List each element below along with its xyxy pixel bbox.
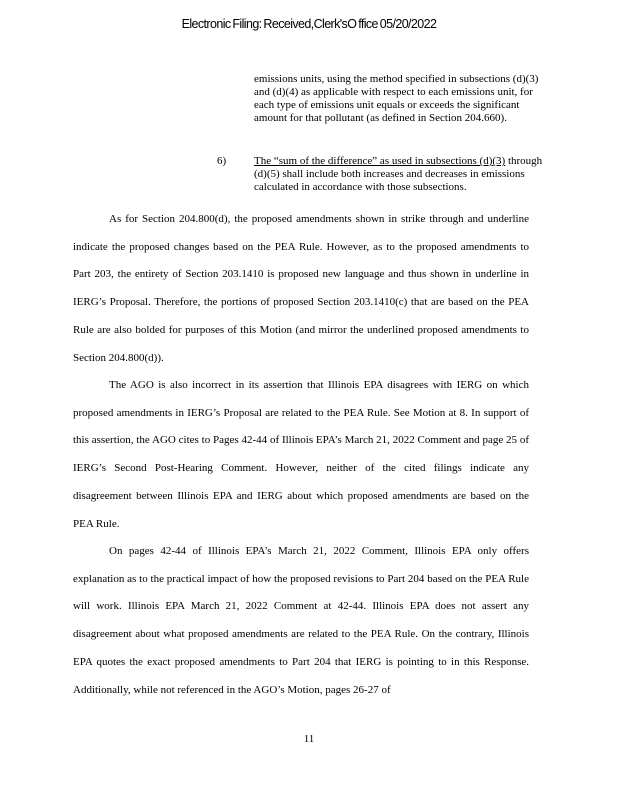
quoted-item-6 bbox=[254, 155, 546, 194]
body-paragraph-1 bbox=[73, 206, 529, 372]
body-paragraph-2 bbox=[73, 372, 529, 538]
paragraph-text: On pages 42-44 of Illinois EPA’s March 21, 2022 Comment, Illinois EPA only offers explanation as to the practical impact of how the proposed revisions to Part 204 based on the PEA Rule will work. Illinois EPA March 21, 2022 Comment at 42-44. Illinois EPA does not assert any disagreement about what proposed amendments are related to the PEA Rule. On the contrary, Illinois EPA quotes the exact proposed amendments to Part 204 that IERG is pointing to in this Response. Additionally, while not referenced in the AGO’s Motion, pages 26-27 of bbox=[73, 545, 529, 696]
filing-stamp-header: Electronic Filing: Received,Clerk'sO ffice 05/20/2022 bbox=[181, 17, 437, 31]
page-number: 11 bbox=[303, 733, 315, 745]
quoted-item-6-text: through (d)(5) shall include both increases and decreases in emissions calculated in accordance with those subsections. bbox=[254, 155, 543, 193]
quoted-item-number: 6) bbox=[217, 155, 227, 167]
quoted-rule-continuation: emissions units, using the method specified in subsections (d)(3) and (d)(4) as applicable with respect to each emissions unit, for each type of emissions unit equals or exceeds the significant amount for that pollutant (as defined in Section 204.660). bbox=[254, 73, 539, 124]
quoted-item-6-underlined: The “sum of the difference” as used in subsections (d)(3) bbox=[254, 155, 506, 167]
body-paragraph-3 bbox=[73, 538, 529, 704]
paragraph-text: As for Section 204.800(d), the proposed amendments shown in strike through and underline indicate the proposed changes based on the PEA Rule. However, as to the proposed amendments to Part 203, the entirety of Section 203.1410 is proposed new language and thus shown in underline in IERG’s Proposal. Therefore, the portions of proposed Section 203.1410(c) that are based on the PEA Rule are also bolded for purposes of this Motion (and mirror the underlined proposed amendments to Section 204.800(d)). bbox=[73, 213, 529, 364]
paragraph-text: The AGO is also incorrect in its assertion that Illinois EPA disagrees with IERG on which proposed amendments in IERG’s Proposal are related to the PEA Rule. See Motion at 8. In support of this assertion, the AGO cites to Pages 42-44 of Illinois EPA’s March 21, 2022 Comment and page 25 of IERG’s Second Post-Hearing Comment. However, neither of the cited filings indicate any disagreement between Illinois EPA and IERG about which proposed amendments are based on the PEA Rule. bbox=[73, 379, 529, 530]
